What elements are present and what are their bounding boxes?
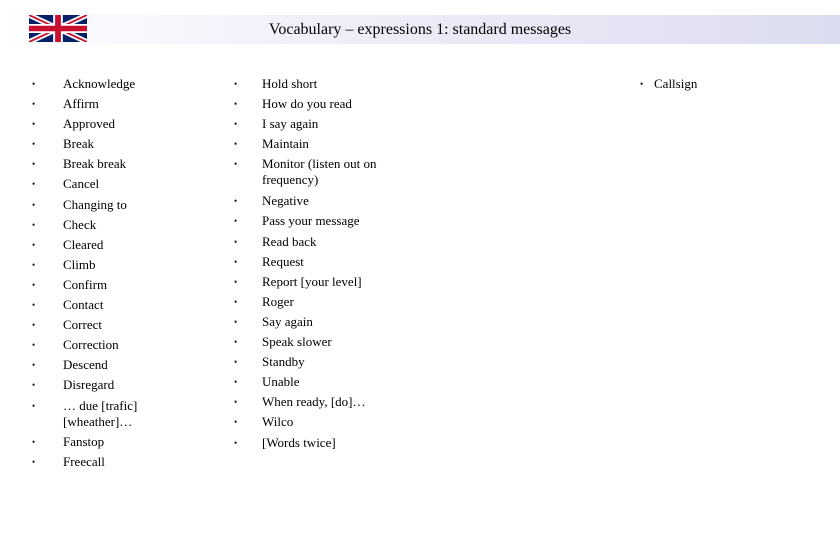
list-item: • Affirm bbox=[32, 96, 99, 112]
bullet-icon: • bbox=[234, 437, 238, 448]
list-item: • Unable bbox=[234, 374, 300, 390]
list-item: • Check bbox=[32, 216, 97, 232]
list-item: • Monitor (listen out on frequency) bbox=[234, 156, 377, 188]
page-title bbox=[0, 20, 840, 40]
bullet-icon: • bbox=[32, 279, 36, 290]
list-item: • Correct bbox=[32, 317, 102, 333]
bullet-icon: • bbox=[234, 397, 238, 408]
bullet-icon: • bbox=[32, 99, 36, 110]
bullet-icon: • bbox=[234, 119, 238, 130]
bullet-icon: • bbox=[234, 337, 238, 348]
list-item: • Pass your message bbox=[234, 213, 360, 229]
vocabulary-list-column-1 bbox=[32, 76, 193, 474]
list-item: • Freecall bbox=[32, 453, 105, 469]
bullet-icon: • bbox=[32, 320, 36, 331]
list-item: • Confirm bbox=[32, 276, 108, 292]
bullet-icon: • bbox=[32, 340, 36, 351]
list-item: • Say again bbox=[234, 313, 313, 329]
bullet-icon: • bbox=[234, 417, 238, 428]
list-item: • Break break bbox=[32, 156, 127, 172]
bullet-icon: • bbox=[32, 79, 36, 89]
bullet-icon: • bbox=[234, 159, 238, 170]
list-item: • Break bbox=[32, 136, 95, 152]
list-item: • Read back bbox=[234, 233, 317, 249]
bullet-icon: • bbox=[234, 196, 238, 207]
list-item: • Disregard bbox=[32, 377, 115, 393]
list-item: • Correction bbox=[32, 337, 119, 353]
list-item: • Standby bbox=[234, 354, 305, 370]
bullet-icon: • bbox=[234, 357, 238, 368]
list-item: • Acknowledge bbox=[32, 76, 136, 91]
bullet-icon: • bbox=[234, 216, 238, 227]
bullet-icon: • bbox=[234, 316, 238, 327]
list-item: • Approved bbox=[32, 116, 115, 132]
list-item: • Fanstop bbox=[32, 433, 105, 449]
bullet-icon: • bbox=[32, 239, 36, 250]
bullet-icon: • bbox=[32, 436, 36, 447]
list-item: • Wilco bbox=[234, 414, 294, 430]
list-item: • Climb bbox=[32, 256, 96, 272]
vocabulary-list-column-2 bbox=[234, 76, 402, 455]
list-item: • When ready, [do]… bbox=[234, 394, 366, 410]
bullet-icon: • bbox=[32, 360, 36, 371]
bullet-icon: • bbox=[32, 199, 36, 210]
list-item: • [Words twice] bbox=[234, 434, 336, 450]
list-item: • Changing to bbox=[32, 196, 127, 212]
list-item: • I say again bbox=[234, 116, 319, 132]
bullet-icon: • bbox=[32, 400, 36, 411]
vocabulary-list-column-3 bbox=[640, 76, 774, 96]
list-item: • Negative bbox=[234, 193, 309, 209]
list-item: • Cancel bbox=[32, 176, 100, 192]
bullet-icon: • bbox=[32, 259, 36, 270]
page-title-text: Vocabulary – expressions 1: standard messages bbox=[268, 21, 572, 38]
list-item: • Hold short bbox=[234, 76, 318, 91]
bullet-icon: • bbox=[234, 276, 238, 287]
list-item: • How do you read bbox=[234, 96, 352, 112]
bullet-icon: • bbox=[32, 380, 36, 391]
list-item: • Descend bbox=[32, 357, 108, 373]
bullet-icon: • bbox=[234, 256, 238, 267]
list-item: • Contact bbox=[32, 297, 104, 313]
bullet-icon: • bbox=[32, 119, 36, 130]
bullet-icon: • bbox=[640, 79, 644, 89]
bullet-icon: • bbox=[234, 377, 238, 388]
list-item: • Speak slower bbox=[234, 334, 332, 350]
list-item: • Request bbox=[234, 253, 304, 269]
bullet-icon: • bbox=[32, 219, 36, 230]
bullet-icon: • bbox=[32, 159, 36, 170]
list-item: • … due [trafic][wheather]… bbox=[32, 397, 138, 429]
list-item: • Cleared bbox=[32, 236, 104, 252]
bullet-icon: • bbox=[234, 79, 238, 89]
bullet-icon: • bbox=[234, 236, 238, 247]
bullet-icon: • bbox=[32, 179, 36, 190]
list-item: • Report [your level] bbox=[234, 273, 362, 289]
bullet-icon: • bbox=[32, 300, 36, 311]
bullet-icon: • bbox=[32, 139, 36, 150]
bullet-icon: • bbox=[234, 99, 238, 110]
bullet-icon: • bbox=[234, 139, 238, 150]
list-item: • Maintain bbox=[234, 136, 309, 152]
list-item: • Callsign bbox=[640, 76, 698, 91]
bullet-icon: • bbox=[32, 456, 36, 467]
list-item: • Roger bbox=[234, 293, 294, 309]
bullet-icon: • bbox=[234, 296, 238, 307]
